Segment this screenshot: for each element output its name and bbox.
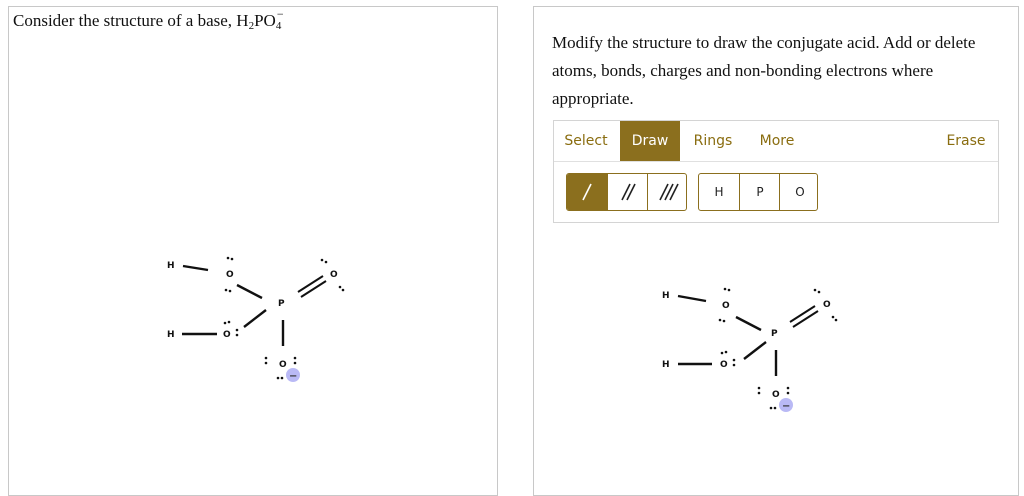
- bond-p-o-double-a[interactable]: [790, 306, 815, 322]
- atom-o-mid: O: [223, 330, 231, 340]
- double-bond-icon: [608, 174, 648, 210]
- base-structure: [140, 240, 370, 400]
- single-bond-button[interactable]: [567, 174, 607, 210]
- drawing-canvas-structure[interactable]: [640, 270, 870, 430]
- bond-p-o-mid: [244, 310, 266, 327]
- bond-p-o-mid[interactable]: [744, 342, 766, 359]
- single-bond-icon: [567, 174, 607, 210]
- drawing-toolbar: [553, 120, 999, 223]
- atom-p-button[interactable]: P: [739, 174, 780, 210]
- atom-p[interactable]: P: [771, 329, 778, 339]
- formula-o-subscript: 4: [275, 20, 282, 32]
- negative-charge-label: −: [782, 401, 791, 412]
- erase-button[interactable]: Erase: [946, 133, 986, 149]
- instructions-text: Modify the structure to draw the conjugate acid. Add or delete atoms, bonds, charges and non-bonding electrons where appropriate.: [552, 33, 976, 108]
- atom-h-button[interactable]: H: [714, 185, 724, 199]
- formula-charge: −: [276, 7, 284, 21]
- formula-ion: [275, 7, 284, 32]
- atom-o-bottom: O: [279, 360, 287, 370]
- tab-rings[interactable]: Rings: [693, 133, 733, 149]
- atom-o-bottom[interactable]: O: [772, 390, 780, 400]
- formula-po: PO: [254, 11, 276, 30]
- question-prefix: Consider the structure of a base,: [13, 11, 237, 30]
- atom-h-top: H: [167, 261, 175, 271]
- bond-h-o-top: [183, 266, 208, 270]
- tab-more[interactable]: More: [759, 133, 795, 149]
- atom-o-top: O: [226, 270, 234, 280]
- triple-bond-button[interactable]: [647, 174, 687, 210]
- toolbar-tabs: [554, 121, 998, 162]
- double-bond-button[interactable]: [607, 174, 648, 210]
- bond-o-p-top[interactable]: [736, 317, 761, 330]
- atom-o-double[interactable]: O: [823, 300, 831, 310]
- bond-p-o-double-a: [298, 276, 323, 292]
- tab-select[interactable]: Select: [564, 133, 608, 149]
- triple-bond-icon: [648, 174, 687, 210]
- bond-o-p-top: [237, 285, 262, 298]
- bond-tool-group: [566, 173, 687, 211]
- atom-o-double: O: [330, 270, 338, 280]
- atom-o-mid[interactable]: O: [720, 360, 728, 370]
- atom-p: P: [278, 299, 285, 309]
- tab-draw[interactable]: Draw: [620, 121, 680, 161]
- atom-h-bottom: H: [167, 330, 175, 340]
- question-text: [13, 7, 284, 32]
- atom-h-bottom[interactable]: H: [662, 360, 670, 370]
- atom-h-top[interactable]: H: [662, 291, 670, 301]
- bond-h-o-top[interactable]: [678, 296, 706, 301]
- formula-h: H: [236, 11, 249, 30]
- negative-charge-label: −: [289, 371, 298, 382]
- atom-o-top[interactable]: O: [722, 301, 730, 311]
- atom-tool-group: [698, 173, 818, 211]
- bond-p-o-double-b[interactable]: [793, 311, 818, 327]
- formula-h-subscript: 2: [248, 20, 255, 32]
- bond-p-o-double-b: [301, 281, 326, 297]
- atom-o-button[interactable]: O: [779, 174, 820, 210]
